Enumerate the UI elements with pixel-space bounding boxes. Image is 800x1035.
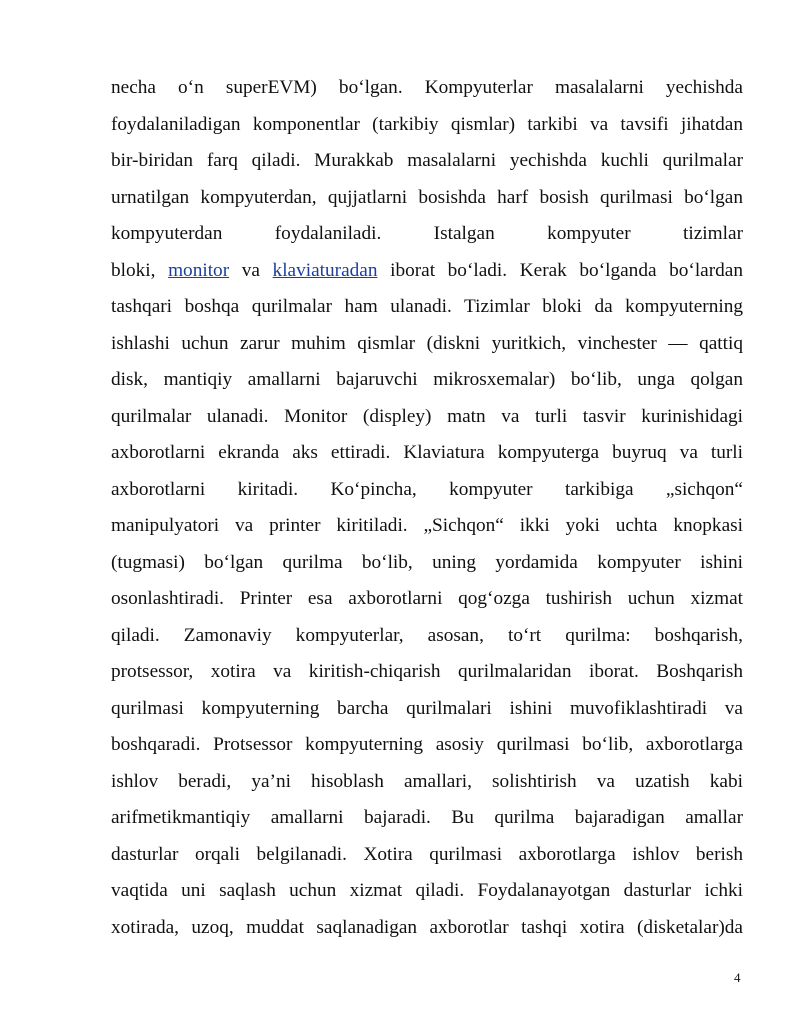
text-line: foydalaniladigan komponentlar (tarkibiy qismlar) tarkibi va tavsifi jihatdan [111,113,743,135]
text-line: protsessor, xotira va kiritish-chiqarish qurilmalaridan iborat. Boshqarish [111,661,743,682]
text-line: boshqaradi. Protsessor kompyuterning asosiy qurilmasi bo‘lib, axborotlarga [111,734,743,755]
text-line: osonlashtiradi. Printer esa axborotlarni qog‘ozga tushirish uchun xizmat [111,588,743,609]
text-line: urnatilgan kompyuterdan, qujjatlarni bosishda harf bosish qurilmasi bo‘lgan [111,186,743,208]
text-line: qurilmasi kompyuterning barcha qurilmalari ishini muvofiklashtiradi va [111,697,743,719]
monitor-link[interactable]: monitor [168,259,230,281]
klaviaturadan-link[interactable]: klaviaturadan [272,259,378,281]
text-line: xotirada, uzoq, muddat saqlanadigan axborotlar tashqi xotira (disketalar)da [111,916,743,938]
text-line: kompyuterdan foydalaniladi. Istalgan kompyuter tizimlar [111,223,743,244]
text-line: ishlashi uchun zarur muhim qismlar (diskni yuritkich, vinchester — qattiq [111,332,743,354]
text-line: axborotlarni kiritadi. Ko‘pincha, kompyuter tarkibiga „sichqon“ [111,478,743,500]
text-line: axborotlarni ekranda aks ettiradi. Klaviatura kompyuterga buyruq va turli [111,442,743,463]
text-line: qurilmalar ulanadi. Monitor (displey) matn va turli tasvir kurinishidagi [111,405,743,427]
text-line: bir-biridan farq qiladi. Murakkab masalalarni yechishda kuchli qurilmalar [111,150,743,171]
text-line: ishlov beradi, ya’ni hisoblash amallari, solishtirish va uzatish kabi [111,770,743,792]
text-line: tashqari boshqa qurilmalar ham ulanadi. Tizimlar bloki da kompyuterning [111,296,743,317]
text-line: arifmetikmantiqiy amallarni bajaradi. Bu qurilma bajaradigan amallar [111,807,743,828]
text-line: dasturlar orqali belgilanadi. Xotira qurilmasi axborotlarga ishlov berish [111,843,743,865]
text-line-with-links [111,253,743,290]
text-segment: iborat bo‘ladi. Kerak bo‘lganda bo‘lardan [377,259,743,281]
body-text [111,70,743,946]
text-line: disk, mantiqiy amallarni bajaruvchi mikrosxemalar) bo‘lib, unga qolgan [111,369,743,390]
text-line: necha o‘n superEVM) bo‘lgan. Kompyuterlar masalalarni yechishda [111,77,743,98]
text-line: qiladi. Zamonaviy kompyuterlar, asosan, to‘rt qurilma: boshqarish, [111,624,743,646]
page-number: 4 [734,970,741,985]
text-segment: bloki, [111,259,169,281]
text-line: vaqtida uni saqlash uchun xizmat qiladi. Foydalanayotgan dasturlar ichki [111,880,743,901]
text-line: manipulyatori va printer kiritiladi. „Sichqon“ ikki yoki uchta knopkasi [111,515,743,536]
text-segment: va [229,259,273,281]
text-line: (tugmasi) bo‘lgan qurilma bo‘lib, uning yordamida kompyuter ishini [111,551,743,573]
